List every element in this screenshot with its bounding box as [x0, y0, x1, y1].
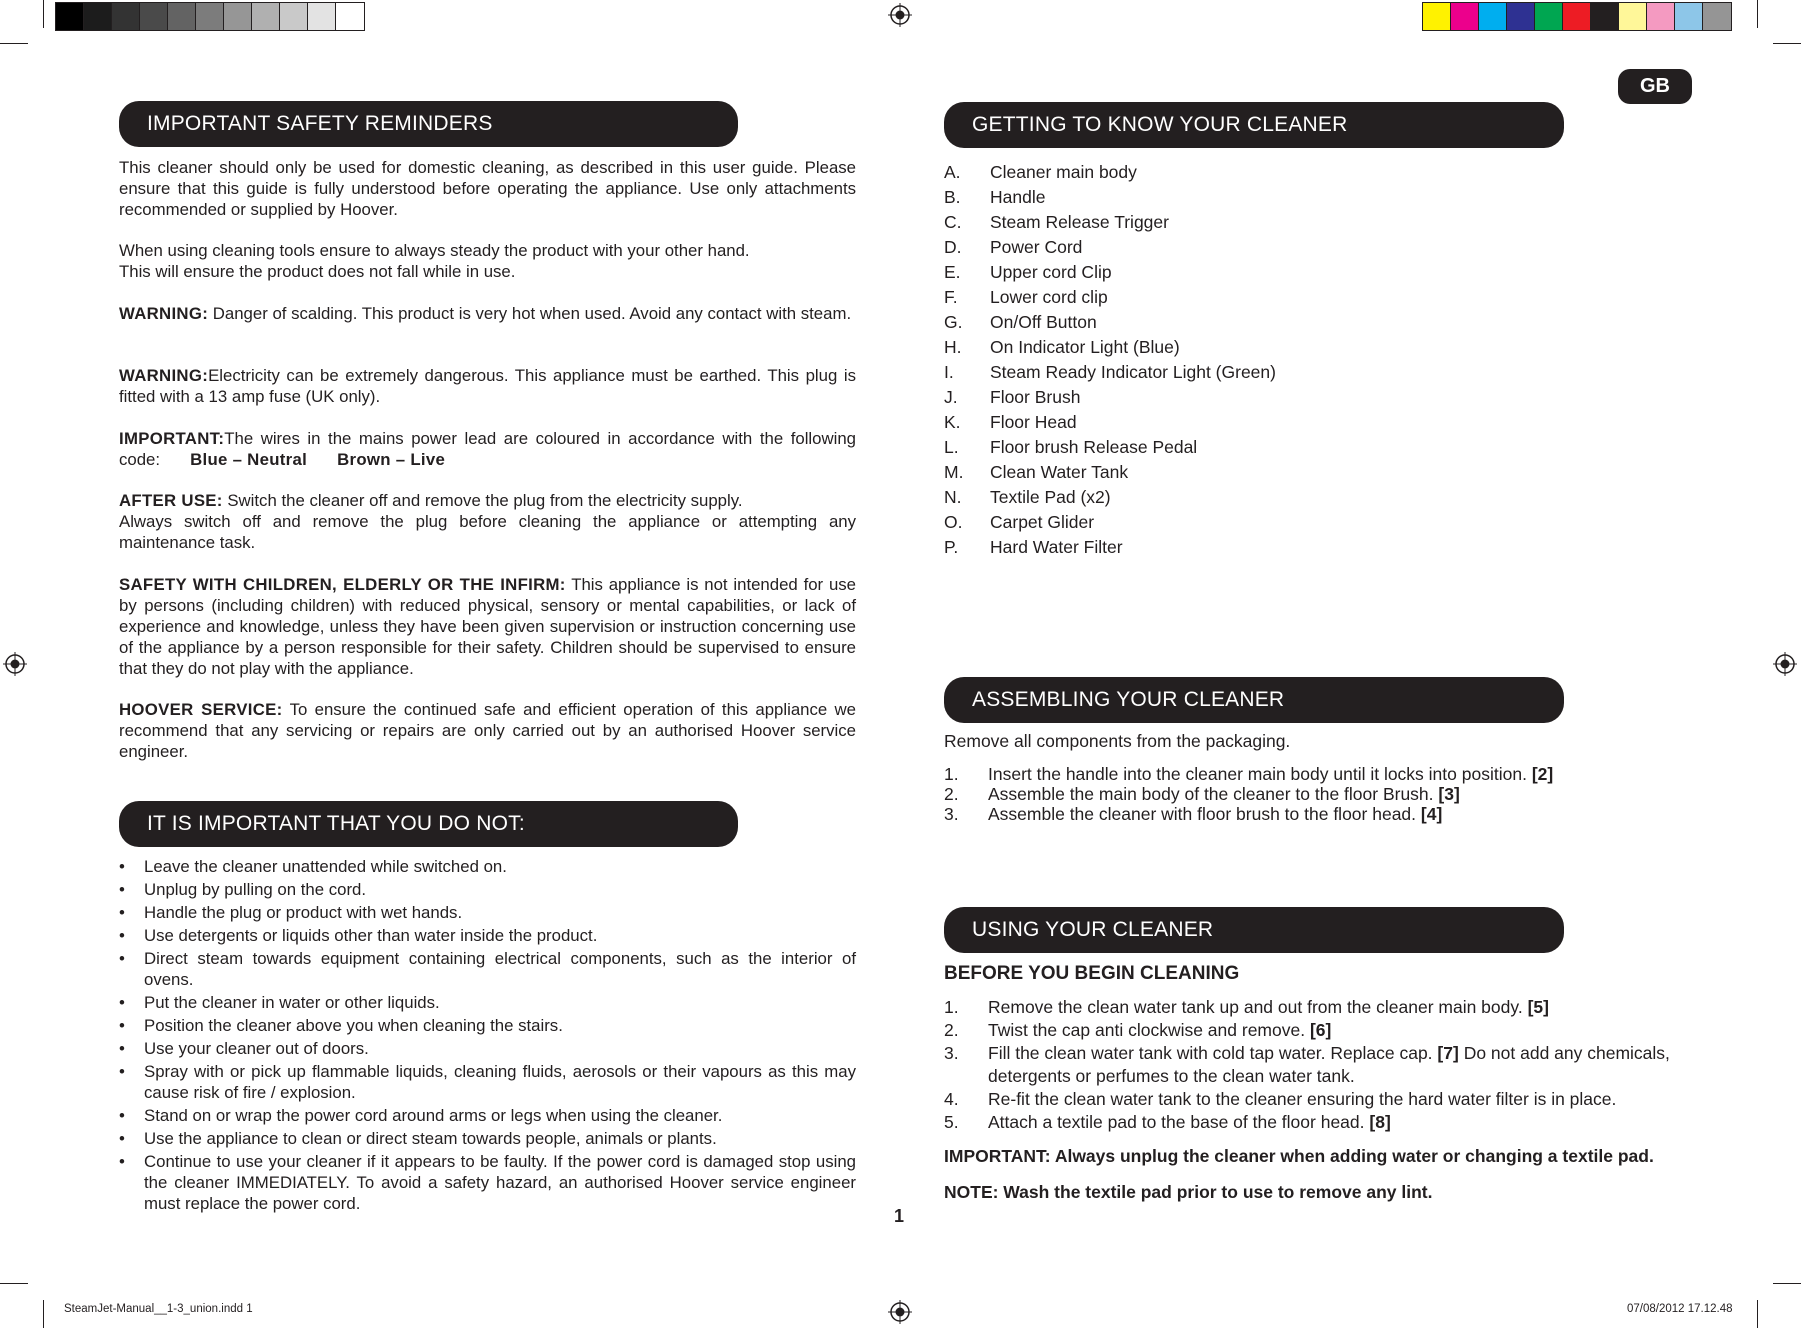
color-swatch-bar [1422, 2, 1732, 31]
part-item [944, 485, 1276, 510]
bullet-dot: • [119, 880, 125, 899]
important-unplug-note: IMPORTANT: Always unplug the cleaner when adding water or changing a textile pad. [944, 1146, 1654, 1166]
step-figure-ref: [8] [1369, 1112, 1391, 1132]
warning-text: Electricity can be extremely dangerous. This appliance must be earthed. This plug is fitted with a 13 amp fuse (UK only). [119, 366, 856, 406]
language-badge: GB [1618, 69, 1692, 104]
list-item-text: Position the cleaner above you when cleaning the stairs. [144, 1016, 563, 1035]
list-item [119, 948, 856, 990]
bullet-dot: • [119, 926, 125, 945]
list-item-text: Use your cleaner out of doors. [144, 1039, 369, 1058]
part-item [944, 535, 1276, 560]
color-swatch [1619, 3, 1647, 30]
code-blue: Blue – Neutral [190, 450, 308, 469]
color-swatch [1591, 3, 1619, 30]
bullet-dot: • [119, 857, 125, 876]
code-brown: Brown – Live [337, 450, 446, 469]
part-key: D. [944, 237, 962, 257]
gray-swatch [224, 3, 252, 30]
wash-pad-note: NOTE: Wash the textile pad prior to use to remove any lint. [944, 1182, 1433, 1202]
warning-electricity [119, 365, 856, 407]
bullet-dot: • [119, 1152, 125, 1171]
step-figure-ref: [2] [1531, 764, 1554, 784]
part-item [944, 410, 1276, 435]
list-item-text: Handle the plug or product with wet hands. [144, 903, 463, 922]
tools-line-2: This will ensure the product does not fall while in use. [119, 262, 516, 281]
crop-mark [43, 1300, 44, 1328]
color-swatch [1507, 3, 1535, 30]
color-swatch [1703, 3, 1731, 30]
intro-paragraph: This cleaner should only be used for domestic cleaning, as described in this user guide. Please ensure that this guide is fully understood before operating the appliance. Use only attachments recommended or supplied by Hoover. [119, 158, 856, 219]
step-figure-ref: [7] [1437, 1043, 1459, 1063]
part-key: C. [944, 212, 962, 232]
footer-file-slug: SteamJet-Manual__1-3_union.indd 1 [64, 1303, 253, 1315]
part-key: M. [944, 462, 964, 482]
part-key: G. [944, 312, 963, 332]
tools-line-1: When using cleaning tools ensure to always steady the product with your other hand. [119, 241, 750, 260]
part-item [944, 385, 1276, 410]
part-label: Handle [990, 187, 1046, 207]
color-swatch [1479, 3, 1507, 30]
gray-swatch [280, 3, 308, 30]
part-label: Steam Release Trigger [990, 212, 1169, 232]
step-text: Assemble the cleaner with floor brush to the floor head. [988, 804, 1417, 824]
list-item-text: Use detergents or liquids other than water inside the product. [144, 926, 598, 945]
crop-mark [0, 1283, 28, 1284]
part-label: Hard Water Filter [990, 537, 1123, 557]
after-use-paragraph [119, 490, 856, 553]
registration-mark-icon [3, 652, 27, 676]
gray-swatch [336, 3, 364, 30]
after-use-text: Switch the cleaner off and remove the plug from the electricity supply. [227, 491, 743, 510]
getting-to-know-header: GETTING TO KNOW YOUR CLEANER [944, 102, 1564, 148]
step-number: 2. [944, 784, 959, 804]
part-label: Upper cord Clip [990, 262, 1112, 282]
color-swatch [1563, 3, 1591, 30]
gray-swatch [56, 3, 84, 30]
assemble-step [944, 803, 1704, 826]
part-item [944, 360, 1276, 385]
registration-mark-icon [888, 1300, 912, 1324]
step-text-after: Do not add any chemicals, detergents or perfumes to the clean water tank. [988, 1043, 1670, 1086]
list-item-text: Leave the cleaner unattended while switched on. [144, 857, 507, 876]
service-label: HOOVER SERVICE: [119, 700, 283, 719]
color-swatch [1675, 3, 1703, 30]
list-item [119, 1128, 856, 1149]
service-text: To ensure the continued safe and efficient operation of this appliance we recommend that any servicing or repairs are only carried out by an authorised Hoover service engineer. [119, 700, 856, 761]
list-item-text: Direct steam towards equipment containing electrical components, such as the interior of ovens. [144, 949, 856, 989]
part-item [944, 260, 1276, 285]
step-text: Insert the handle into the cleaner main body until it locks into position. [988, 764, 1527, 784]
children-safety-label: SAFETY WITH CHILDREN, ELDERLY OR THE INFIRM: [119, 575, 566, 594]
list-item-text: Continue to use your cleaner if it appears to be faulty. If the power cord is damaged stop using the cleaner IMMEDIATELY. To avoid a safety hazard, an authorised Hoover service engineer must replace the power cord. [144, 1152, 856, 1213]
step-number: 3. [944, 1043, 959, 1063]
part-key: F. [944, 287, 958, 307]
part-item [944, 185, 1276, 210]
step-figure-ref: [3] [1438, 784, 1460, 804]
part-item [944, 285, 1276, 310]
bullet-dot: • [119, 1106, 125, 1125]
list-item [119, 879, 856, 900]
page-number: 1 [894, 1206, 905, 1226]
part-item [944, 310, 1276, 335]
step-figure-ref: [4] [1420, 804, 1443, 824]
gray-swatch [140, 3, 168, 30]
crop-mark [1757, 0, 1758, 28]
bullet-dot: • [119, 993, 125, 1012]
part-item [944, 210, 1276, 235]
warning-text: Danger of scalding. This product is very hot when used. Avoid any contact with steam. [212, 304, 852, 323]
bullet-dot: • [119, 1039, 125, 1058]
children-safety-paragraph [119, 574, 856, 679]
safety-reminders-header: IMPORTANT SAFETY REMINDERS [119, 101, 738, 147]
gray-swatch [252, 3, 280, 30]
gray-swatch [112, 3, 140, 30]
part-item [944, 335, 1276, 360]
crop-mark [1773, 43, 1801, 44]
part-item [944, 160, 1276, 185]
part-label: On/Off Button [990, 312, 1097, 332]
list-item-text: Use the appliance to clean or direct steam towards people, animals or plants. [144, 1129, 717, 1148]
list-item-text: Stand on or wrap the power cord around arms or legs when using the cleaner. [144, 1106, 723, 1125]
crop-mark [1773, 1283, 1801, 1284]
part-key: L. [944, 437, 959, 457]
using-header: USING YOUR CLEANER [944, 907, 1564, 953]
bullet-dot: • [119, 1016, 125, 1035]
part-label: Textile Pad (x2) [990, 487, 1111, 507]
before-cleaning-title: BEFORE YOU BEGIN CLEANING [944, 963, 1240, 984]
list-item [119, 1061, 856, 1103]
using-step [944, 1042, 1704, 1088]
part-label: Steam Ready Indicator Light (Green) [990, 362, 1276, 382]
crop-mark [0, 43, 28, 44]
registration-mark-icon [1773, 652, 1797, 676]
crop-mark [1757, 1300, 1758, 1328]
warning-label: WARNING: [119, 304, 209, 323]
assemble-steps [944, 763, 1704, 823]
list-item [119, 1015, 856, 1036]
assemble-intro: Remove all components from the packaging. [944, 731, 1291, 751]
part-key: J. [944, 387, 958, 407]
bullet-dot: • [119, 903, 125, 922]
bullet-dot: • [119, 1062, 125, 1081]
using-steps [944, 996, 1704, 1134]
color-swatch [1451, 3, 1479, 30]
part-label: Floor Head [990, 412, 1077, 432]
part-key: E. [944, 262, 961, 282]
part-item [944, 435, 1276, 460]
step-text: Remove the clean water tank up and out from the cleaner main body. [988, 997, 1523, 1017]
list-item [119, 925, 856, 946]
crop-mark [43, 0, 44, 28]
step-text: Fill the clean water tank with cold tap water. Replace cap. [988, 1043, 1433, 1063]
step-number: 5. [944, 1112, 959, 1132]
list-item-text: Spray with or pick up flammable liquids, cleaning fluids, aerosols or their vapours as this may cause risk of fire / explosion. [144, 1062, 856, 1102]
gray-swatch [308, 3, 336, 30]
part-key: B. [944, 187, 961, 207]
after-use-label: AFTER USE: [119, 491, 223, 510]
important-wires [119, 428, 856, 470]
part-item [944, 460, 1276, 485]
step-number: 3. [944, 804, 959, 824]
using-step [944, 1088, 1704, 1111]
after-use-text-2: Always switch off and remove the plug before cleaning the appliance or attempting any maintenance task. [119, 512, 856, 552]
step-figure-ref: [6] [1309, 1020, 1332, 1040]
part-item [944, 510, 1276, 535]
part-label: Clean Water Tank [990, 462, 1129, 482]
part-key: A. [944, 162, 961, 182]
bullet-dot: • [119, 1129, 125, 1148]
gray-swatch [168, 3, 196, 30]
do-not-list [119, 856, 856, 1216]
parts-list [944, 160, 1276, 560]
using-step [944, 1111, 1704, 1134]
list-item [119, 856, 856, 877]
part-key: N. [944, 487, 962, 507]
part-item [944, 235, 1276, 260]
tools-paragraph [119, 240, 856, 282]
part-key: K. [944, 412, 961, 432]
step-figure-ref: [5] [1527, 997, 1549, 1017]
part-label: Power Cord [990, 237, 1083, 257]
part-label: Floor Brush [990, 387, 1081, 407]
color-swatch [1647, 3, 1675, 30]
part-label: On Indicator Light (Blue) [990, 337, 1180, 357]
part-label: Cleaner main body [990, 162, 1137, 182]
warning-label: WARNING: [119, 366, 209, 385]
part-label: Floor brush Release Pedal [990, 437, 1198, 457]
service-paragraph [119, 699, 856, 762]
gray-swatch [84, 3, 112, 30]
list-item-text: Put the cleaner in water or other liquids. [144, 993, 440, 1012]
part-key: O. [944, 512, 963, 532]
using-step [944, 996, 1704, 1019]
part-key: H. [944, 337, 962, 357]
step-number: 1. [944, 764, 959, 784]
part-label: Lower cord clip [990, 287, 1108, 307]
important-label: IMPORTANT: [119, 429, 225, 448]
step-text: Twist the cap anti clockwise and remove. [988, 1020, 1306, 1040]
step-number: 1. [944, 997, 959, 1017]
step-text: Re-fit the clean water tank to the cleaner ensuring the hard water filter is in place. [988, 1089, 1617, 1109]
step-number: 4. [944, 1089, 959, 1109]
step-text: Attach a textile pad to the base of the floor head. [988, 1112, 1365, 1132]
do-not-header: IT IS IMPORTANT THAT YOU DO NOT: [119, 801, 738, 847]
list-item-text: Unplug by pulling on the cord. [144, 880, 367, 899]
part-key: P. [944, 537, 959, 557]
part-key: I. [944, 362, 954, 382]
list-item [119, 1038, 856, 1059]
warning-scalding [119, 303, 856, 324]
bullet-dot: • [119, 949, 125, 968]
important-text: The wires in the mains power lead are coloured in accordance with the following code: [119, 429, 856, 469]
list-item [119, 902, 856, 923]
list-item [119, 1105, 856, 1126]
children-safety-text: This appliance is not intended for use by persons (including children) with reduced physical, sensory or mental capabilities, or lack of experience and knowledge, unless they have been given supervision or instruction concerning use of the appliance by a person responsible for their safety. Children should be supervised to ensure that they do not play with the appliance. [119, 575, 857, 678]
list-item [119, 1151, 856, 1214]
list-item [119, 992, 856, 1013]
registration-mark-icon [888, 3, 912, 27]
gray-swatch-bar [55, 2, 365, 31]
step-text: Assemble the main body of the cleaner to the floor Brush. [988, 784, 1434, 804]
part-label: Carpet Glider [990, 512, 1095, 532]
gray-swatch [196, 3, 224, 30]
assembling-header: ASSEMBLING YOUR CLEANER [944, 677, 1564, 723]
footer-date-slug: 07/08/2012 17.12.48 [1627, 1303, 1733, 1315]
color-swatch [1535, 3, 1563, 30]
step-number: 2. [944, 1020, 959, 1040]
color-swatch [1423, 3, 1451, 30]
using-step [944, 1019, 1704, 1042]
